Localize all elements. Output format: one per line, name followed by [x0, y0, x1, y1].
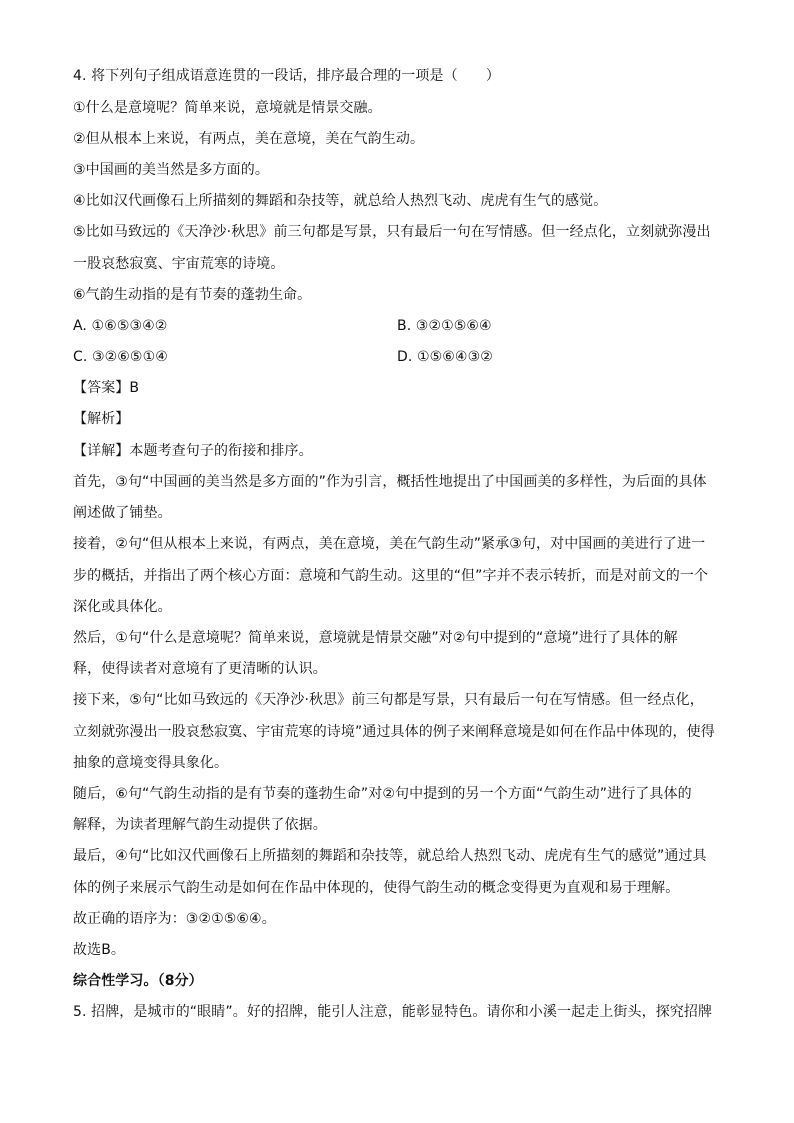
analysis-line: 故选B。 — [73, 942, 126, 958]
sentence-6: ⑥气韵生动指的是有节奏的蓬勃生命。 — [73, 287, 312, 303]
option-c: C. ③②⑥⑤①④ — [73, 349, 168, 365]
analysis-line: 接下来，⑤句“比如马致远的《天净沙·秋思》前三句都是写景，只有最后一句在写情感。但一经点化， — [73, 692, 704, 708]
analysis-line: 随后，⑥句“气韵生动指的是有节奏的蓬勃生命”对②句中提到的另一个方面“气韵生动”进行了具体的 — [73, 786, 692, 802]
analysis-line: 抽象的意境变得具象化。 — [73, 755, 229, 771]
analysis-line: 然后，①句“什么是意境呢？简单来说，意境就是情景交融”对②句中提到的“意境”进行了具体的解 — [73, 630, 678, 646]
answer-line: 【答案】B — [73, 380, 140, 396]
analysis-line: 【详解】本题考查句子的衔接和排序。 — [73, 443, 313, 459]
analysis-line: 接着，②句“但从根本上来说，有两点，美在意境，美在气韵生动”紧承③句，对中国画的美进行了进一 — [73, 536, 706, 552]
analysis-line: 阐述做了铺垫。 — [73, 505, 172, 521]
option-d: D. ①⑤⑥④③② — [397, 349, 493, 365]
question-4-stem: 4. 将下列句子组成语意连贯的一段话，排序最合理的一项是（ ） — [73, 68, 501, 84]
sentence-2: ②但从根本上来说，有两点，美在意境，美在气韵生动。 — [73, 131, 425, 147]
sentence-5: ⑤比如马致远的《天净沙·秋思》前三句都是写景，只有最后一句在写情感。但一经点化，立刻就弥漫出 — [73, 224, 711, 240]
option-a: A. ①⑥⑤③④② — [73, 318, 168, 334]
sentence-5-continued: 一股哀愁寂寞、宇宙荒寒的诗境。 — [73, 256, 285, 272]
analysis-line: 立刻就弥漫出一股哀愁寂寞、宇宙荒寒的诗境”通过具体的例子来阐释意境是如何在作品中体现的，使得 — [73, 724, 715, 740]
analysis-line: 步的概括，并指出了两个核心方面：意境和气韵生动。这里的“但”字并不表示转折，而是对前文的一个 — [73, 568, 709, 584]
section-heading: 综合性学习。（8分） — [73, 973, 203, 989]
sentence-4: ④比如汉代画像石上所描刻的舞蹈和杂技等，就总给人热烈飞动、虎虎有生气的感觉。 — [73, 193, 608, 209]
analysis-heading: 【解析】 — [73, 411, 130, 427]
analysis-line: 深化或具体化。 — [73, 599, 172, 615]
analysis-line: 体的例子来展示气韵生动是如何在作品中体现的，使得气韵生动的概念变得更为直观和易于理解。 — [73, 880, 680, 896]
option-b: B. ③②①⑤⑥④ — [397, 318, 492, 334]
analysis-line: 故正确的语序为：③②①⑤⑥④。 — [73, 911, 276, 927]
question-5-stem: 5. 招牌，是城市的“眼睛”。好的招牌，能引人注意，能彰显特色。请你和小溪一起走上街头，探究招牌 — [73, 1004, 713, 1020]
analysis-line: 最后，④句“比如汉代画像石上所描刻的舞蹈和杂技等，就总给人热烈飞动、虎虎有生气的感觉”通过具 — [73, 848, 707, 864]
sentence-3: ③中国画的美当然是多方面的。 — [73, 162, 269, 178]
analysis-line: 解释，为读者理解气韵生动提供了依据。 — [73, 817, 327, 833]
sentence-1: ①什么是意境呢？简单来说，意境就是情景交融。 — [73, 100, 382, 116]
analysis-line: 首先，③句“中国画的美当然是多方面的”作为引言，概括性地提出了中国画美的多样性，为后面的具体 — [73, 474, 707, 490]
analysis-line: 释，使得读者对意境有了更清晰的认识。 — [73, 661, 327, 677]
